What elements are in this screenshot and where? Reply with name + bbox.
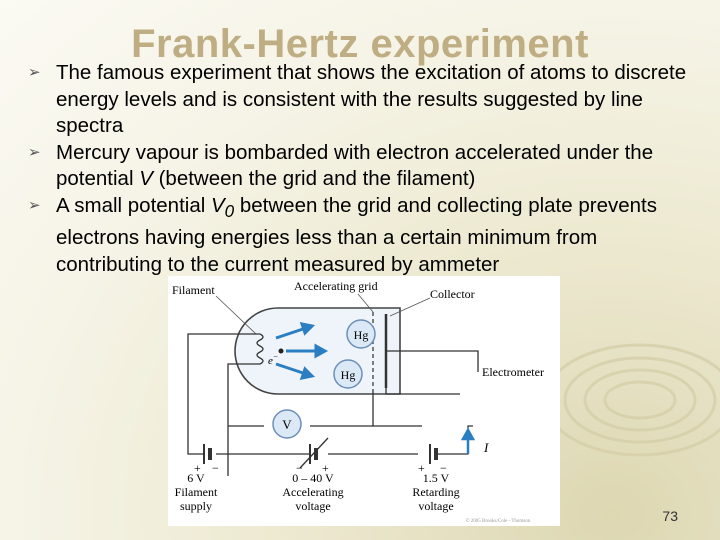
bullet-text-part: (between the grid and the filament) xyxy=(152,167,476,190)
accelerating-voltage-label: Accelerating xyxy=(282,485,344,499)
collector-pointer xyxy=(390,298,430,316)
bullet-text-part: Mercury vapour is bombarded with electron accelerated under the potential xyxy=(56,140,654,190)
slide-title: Frank-Hertz experiment xyxy=(131,22,589,66)
filament-label: Filament xyxy=(172,283,215,297)
bullet-text: The famous experiment that shows the excitation of atoms to discrete energy levels and is consistent with the results suggested by line spectra xyxy=(56,61,687,137)
minus-sign: − xyxy=(440,461,447,475)
filament-supply-value: 6 V xyxy=(187,471,205,485)
accelerating-voltage-value: 0 – 40 V xyxy=(292,471,334,485)
hg-label: Hg xyxy=(340,368,356,382)
minus-sign: − xyxy=(296,461,303,475)
retarding-voltage-value: 1.5 V xyxy=(422,471,450,485)
collector-label: Collector xyxy=(430,287,475,301)
bullet-item xyxy=(28,193,698,279)
accelerating-voltage-label: voltage xyxy=(295,499,331,513)
battery-retarding xyxy=(430,444,436,464)
bullet-list xyxy=(28,60,698,278)
minus-sign: − xyxy=(212,461,219,475)
current-arrow xyxy=(463,430,473,454)
retarding-voltage-label: Retarding xyxy=(412,485,460,499)
retarding-voltage-label: voltage xyxy=(418,499,454,513)
bullet-subscript: 0 xyxy=(224,201,235,221)
plus-sign: + xyxy=(418,461,425,475)
bullet-text-part: between the grid and collecting plate prevents electrons having energies less than a certain minimum from contributing to the current measured by ammeter xyxy=(56,193,657,276)
bullet-italic-var: V xyxy=(210,193,225,217)
bullet-item xyxy=(28,60,698,140)
voltmeter-label: V xyxy=(282,417,292,432)
bullet-arrow-icon: ➢ xyxy=(28,64,41,81)
grid-label: Accelerating grid xyxy=(294,279,378,293)
plus-sign: + xyxy=(322,461,329,475)
electrometer-label: Electrometer xyxy=(482,365,544,379)
filament-supply-label: Filament xyxy=(174,485,218,499)
page-number: 73 xyxy=(662,508,678,524)
battery-filament xyxy=(204,444,210,464)
bullet-arrow-icon: ➢ xyxy=(28,196,41,214)
electron-dot xyxy=(279,349,284,354)
plus-sign: + xyxy=(194,461,201,475)
bullet-item xyxy=(28,140,698,193)
copyright-text: © 2005 Brooks/Cole - Thomson xyxy=(465,519,531,524)
current-label: I xyxy=(484,440,489,455)
bullet-arrow-icon: ➢ xyxy=(28,143,41,161)
filament-supply-label: supply xyxy=(179,499,213,513)
bullet-italic-var: V xyxy=(139,167,153,190)
electron-label: e− xyxy=(268,352,279,367)
filament-pointer xyxy=(216,296,256,334)
frank-hertz-diagram xyxy=(168,276,560,526)
hg-label: Hg xyxy=(353,328,369,342)
bullet-text-part: A small potential xyxy=(56,193,211,217)
